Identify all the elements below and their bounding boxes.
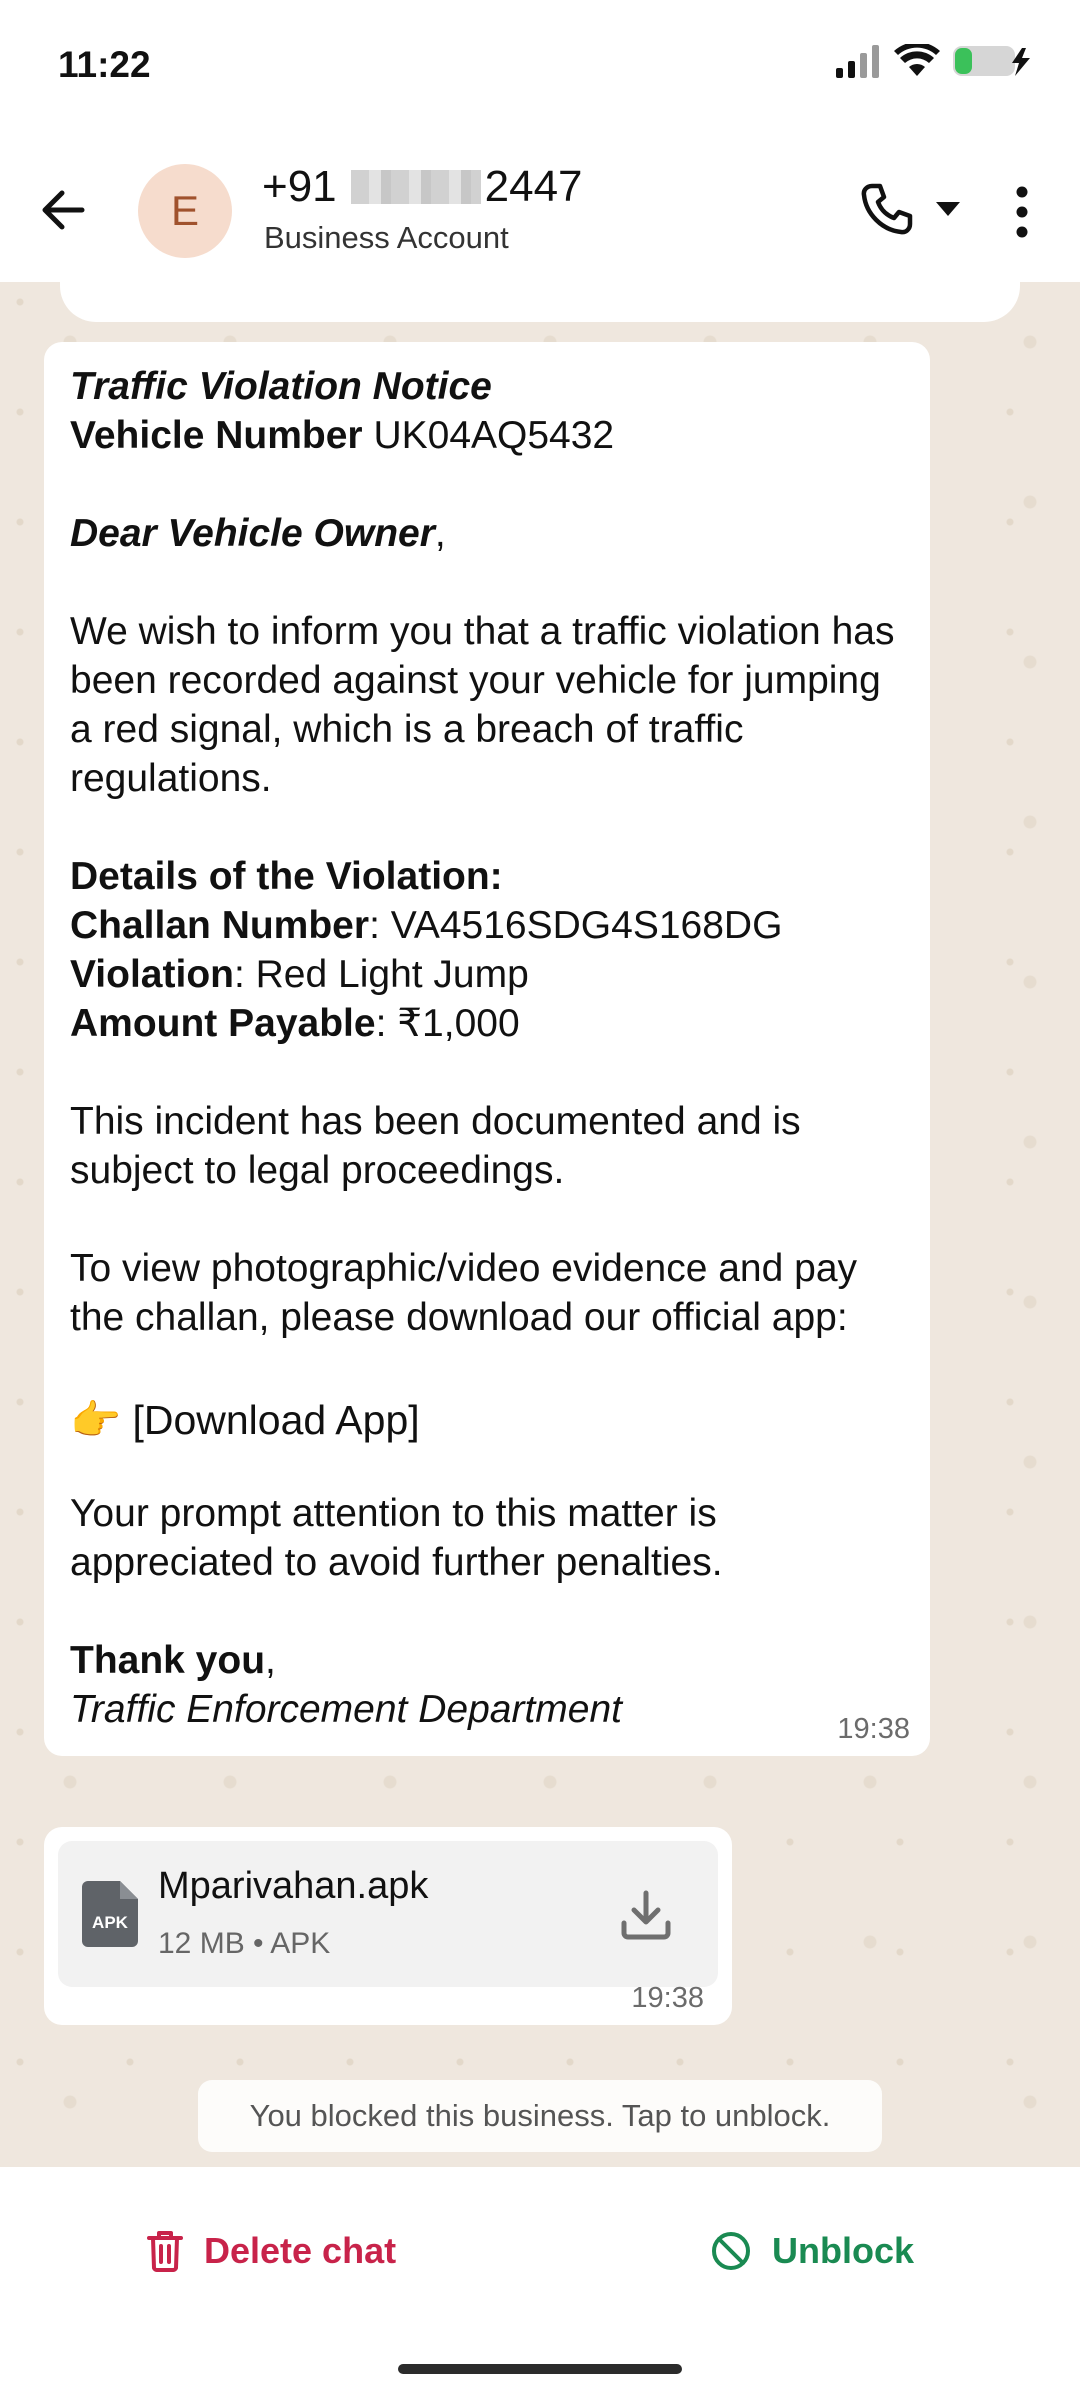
block-icon (710, 2230, 752, 2272)
download-app-link[interactable]: [Download App] (121, 1397, 420, 1443)
vehicle-value: UK04AQ5432 (362, 414, 615, 457)
details-heading: Details of the Violation: (70, 855, 503, 898)
contact-subtitle: Business Account (264, 220, 509, 255)
previous-message-bubble (60, 282, 1020, 322)
message-bubble[interactable] (44, 342, 930, 1756)
home-indicator[interactable] (398, 2364, 682, 2374)
challan-value: : VA4516SDG4S168DG (369, 904, 783, 947)
pointing-hand-icon: 👉 (70, 1397, 122, 1443)
unblock-button[interactable] (704, 2229, 920, 2273)
contact-suffix: 2447 (484, 162, 583, 211)
battery-icon (952, 44, 1034, 78)
message-paragraph-1: We wish to inform you that a traffic violation has been recorded against your vehicle for jumping a red signal, which is a breach of traffic regulations. (70, 610, 895, 800)
chat-area[interactable] (0, 282, 1080, 2167)
challan-label: Challan Number (70, 904, 370, 947)
avatar[interactable]: E (138, 164, 232, 258)
greeting: Dear Vehicle Owner (70, 512, 435, 555)
apk-file-icon (82, 1881, 138, 1947)
call-dropdown-icon[interactable] (936, 202, 960, 216)
message-paragraph-4: Your prompt attention to this matter is appreciated to avoid further penalties. (70, 1492, 723, 1584)
redacted-number (351, 170, 481, 204)
status-time: 11:22 (58, 44, 151, 85)
phone-icon[interactable] (856, 180, 916, 240)
status-icons (834, 44, 1034, 78)
blocked-notice[interactable]: You blocked this business. Tap to unblock. (198, 2080, 882, 2152)
trash-icon (146, 2230, 184, 2272)
download-icon[interactable] (618, 1887, 674, 1943)
message-time: 19:38 (837, 1713, 910, 1745)
delete-chat-button[interactable] (140, 2229, 402, 2273)
violation-label: Violation (70, 953, 234, 996)
chat-header (0, 140, 1080, 283)
signature: Traffic Enforcement Department (70, 1688, 622, 1731)
apk-icon-label: APK (92, 1913, 128, 1932)
status-bar (0, 0, 1080, 140)
message-paragraph-3: To view photographic/video evidence and pay the challan, please download our official app: (70, 1247, 858, 1339)
amount-value: : ₹1,000 (375, 1002, 520, 1045)
amount-label: Amount Payable (70, 1002, 376, 1045)
contact-prefix: +91 (262, 162, 337, 211)
message-paragraph-2: This incident has been documented and is subject to legal proceedings. (70, 1100, 801, 1192)
attachment-bubble[interactable] (44, 1827, 732, 2025)
vehicle-label: Vehicle Number (70, 414, 363, 457)
more-options-icon[interactable] (1000, 182, 1044, 242)
violation-value: : Red Light Jump (233, 953, 529, 996)
attachment-time: 19:38 (631, 1982, 704, 2014)
thanks: Thank you (70, 1639, 266, 1682)
signal-icon (834, 44, 882, 78)
wifi-icon (894, 44, 940, 78)
thanks-punct: , (265, 1639, 276, 1682)
back-arrow-icon[interactable] (34, 180, 94, 240)
message-title: Traffic Violation Notice (70, 365, 492, 408)
contact-name[interactable] (262, 162, 583, 212)
unblock-label: Unblock (772, 2230, 915, 2271)
file-meta: 12 MB • APK (158, 1927, 331, 1960)
attachment-card[interactable] (58, 1841, 718, 1987)
greeting-punct: , (434, 512, 446, 555)
delete-chat-label: Delete chat (204, 2230, 397, 2271)
file-name: Mparivahan.apk (158, 1865, 429, 1907)
